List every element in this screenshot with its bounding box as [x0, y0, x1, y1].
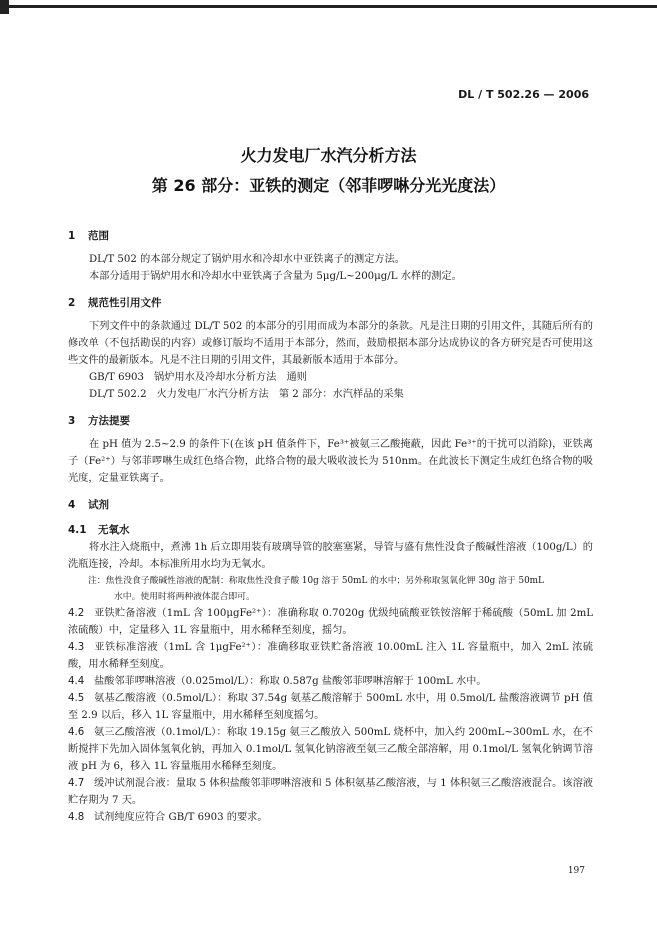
reference-code: GB/T 6903: [89, 372, 145, 383]
item-number: 4.3: [68, 642, 85, 653]
section-title: 范围: [88, 230, 109, 242]
item-text: 亚铁贮备溶液（1mL 含 100μgFe²⁺）：准确称取 0.7020g 优级纯硫酸亚铁铵溶解于稀硫酸（50mL 加 2mL 浓硫酸）中，定量移入 1L 容量瓶中，用水稀释至刻度，摇匀。: [68, 608, 593, 636]
item-text: 氨三乙酸溶液（0.1mol/L）：称取 19.15g 氨三乙酸放入 500mL 烧杯中，加入约 200mL~300mL 水，在不断搅拌下先加入固体氢氧化钠，再加入 0.1mol/L 氢氧化钠溶液至氨三乙酸全部溶解，用 0.1mol/L 氢氧化钠调节溶液 pH 为 6，移入 1L 容量瓶用水稀释至刻度。: [68, 727, 593, 772]
item-number: 4.7: [68, 778, 85, 789]
item-text: 缓冲试剂混合液：量取 5 体积盐酸邻菲啰啉溶液和 5 体积氨基乙酸溶液，与 1 体积氨三乙酸溶液混合。该溶液贮存期为 7 天。: [68, 778, 593, 806]
section-number: 1: [68, 230, 76, 242]
reference-item: [68, 386, 593, 403]
item-text: 试剂纯度应符合 GB/T 6903 的要求。: [94, 812, 268, 823]
item-number: 4.6: [68, 727, 85, 738]
note-line: 注：焦性没食子酸碱性溶液的配制：称取焦性没食子酸 10g 溶于 50mL 的水中；另外称取氢氧化钾 30g 溶于 50mL: [88, 576, 544, 586]
reference-item: [68, 369, 593, 386]
reagent-item: [68, 639, 593, 673]
paragraph: DL/T 502 的本部分规定了锅炉用水和冷却水中亚铁离子的测定方法。: [89, 254, 405, 265]
reference-title: 火力发电厂水汽分析方法 第 2 部分：水汽样品的采集: [156, 389, 404, 400]
section-title: 方法提要: [88, 415, 130, 427]
paragraph: 将水注入烧瓶中，煮沸 1h 后立即用装有玻璃导管的胶塞塞紧，导管与盛有焦性没食子酸碱性溶液（100g/L）的洗瓶连接，冷却。本标准所用水均为无氧水。: [68, 542, 593, 570]
reagent-item: [68, 809, 593, 826]
subsection-number: 4.1: [68, 524, 87, 536]
item-text: 氨基乙酸溶液（0.5mol/L）：称取 37.54g 氨基乙酸溶解于 500mL 水中，用 0.5mol/L 盐酸溶液调节 pH 值至 2.9 以后，移入 1L 容量瓶中，用水稀释至刻度摇匀。: [68, 693, 593, 721]
top-left-mark: [0, 0, 9, 14]
item-number: 4.2: [68, 608, 85, 619]
section-title: 规范性引用文件: [88, 297, 162, 309]
section-number: 4: [68, 499, 76, 511]
item-text: 亚铁标准溶液（1mL 含 1μgFe²⁺）：准确移取亚铁贮备溶液 10.00mL 注入 1L 容量瓶中，加入 2mL 浓硫酸，用水稀释至刻度。: [68, 642, 593, 670]
reagent-item: [68, 673, 593, 690]
reagent-item: [68, 605, 593, 639]
paragraph: 下列文件中的条款通过 DL/T 502 的本部分的引用而成为本部分的条款。凡是注日期的引用文件，其随后所有的修改单（不包括勘误的内容）或修订版均不适用于本部分，然而，鼓励根据本部分达成协议的各方研究是否可使用这些文件的最新版本。凡是不注日期的引用文件，其最新版本适用于本部分。: [68, 321, 593, 366]
section-heading-3: [68, 413, 593, 430]
section-heading-1: [68, 228, 593, 245]
reagent-item: [68, 775, 593, 809]
section-number: 2: [68, 297, 76, 309]
reagent-item: [68, 690, 593, 724]
item-number: 4.8: [68, 812, 85, 823]
section-heading-4: [68, 497, 593, 514]
item-text: 盐酸邻菲啰啉溶液（0.025mol/L）：称取 0.587g 盐酸邻菲啰啉溶解于 100mL 水中。: [94, 676, 487, 687]
section-title: 试剂: [88, 499, 109, 511]
reference-code: DL/T 502.2: [89, 389, 147, 400]
subsection-heading-4-1: [68, 522, 593, 539]
reference-title: 锅炉用水及冷却水分析方法 通则: [154, 372, 307, 383]
item-number: 4.5: [68, 693, 85, 704]
reagent-item: [68, 724, 593, 775]
document-subtitle: 第 26 部分：亚铁的测定（邻菲啰啉分光光度法）: [151, 176, 506, 195]
paragraph: 在 pH 值为 2.5~2.9 的条件下(在该 pH 值条件下，Fe³⁺被氨三乙酸掩蔽，因此 Fe³⁺的干扰可以消除)，亚铁离子（Fe²⁺）与邻菲啰啉生成红色络合物，此络合物的最大吸收波长为 510nm。在此波长下测定生成红色络合物的吸光度，定量亚铁离子。: [68, 439, 593, 484]
document-id: DL / T 502.26 — 2006: [458, 88, 589, 101]
section-heading-2: [68, 295, 593, 312]
top-border-line: [0, 5, 657, 8]
page-number: 197: [567, 866, 585, 876]
paragraph: 本部分适用于锅炉用水和冷却水中亚铁离子含量为 5μg/L~200μg/L 水样的测定。: [89, 271, 462, 282]
section-number: 3: [68, 415, 76, 427]
document-title: 火力发电厂水汽分析方法: [240, 146, 417, 165]
item-number: 4.4: [68, 676, 85, 687]
note-line: 水中。使用时将两种液体混合即可。: [114, 592, 255, 602]
subsection-title: 无氧水: [98, 524, 130, 536]
document-body: [68, 228, 593, 826]
